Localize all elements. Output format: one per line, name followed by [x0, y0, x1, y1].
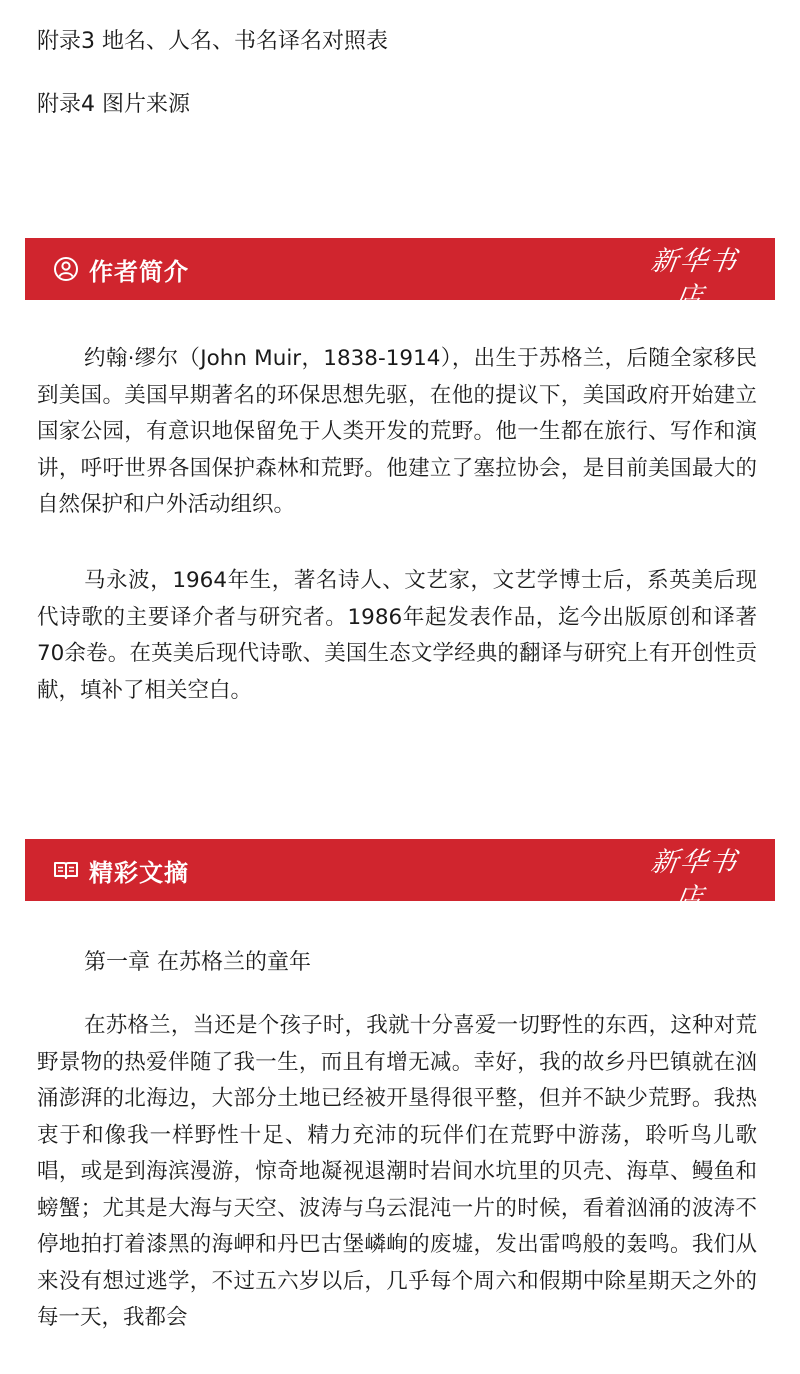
excerpt-paragraph: 在苏格兰，当还是个孩子时，我就十分喜爱一切野性的东西，这种对荒野景物的热爱伴随了我一生，而且有增无减。幸好，我的故乡丹巴镇就在汹涌澎湃的北海边，大部分土地已经被开垦得很平整，但并不缺少荒野。我热衷于和像我一样野性十足、精力充沛的玩伴们在荒野中游荡，聆听鸟儿歌唱，或是到海滨漫游，惊奇地凝视退潮时岩间水坑里的贝壳、海草、鳗鱼和螃蟹；尤其是大海与天空、波涛与乌云混沌一片的时候，看着汹涌的波涛不停地拍打着漆黑的海岬和丹巴古堡嶙峋的废墟，发出雷鸣般的轰鸣。我们从来没有想过逃学，不过五六岁以后，几乎每个周六和假期中除星期天之外的每一天，我都会 — [37, 1013, 757, 1330]
author-section-heading — [53, 238, 189, 300]
author-section-banner — [25, 238, 775, 324]
open-book-icon — [53, 859, 79, 881]
brand-logo-subtext: XINHUA BOOKSTORE — [647, 918, 737, 925]
translator-bio-paragraph: 马永波，1964年生，著名诗人、文艺家，文艺学博士后，系英美后现代诗歌的主要译介者与研究者。1986年起发表作品，迄今出版原创和译著70余卷。在英美后现代诗歌、美国生态文学经典的翻译与研究上有开创性贡献，填补了相关空白。 — [37, 568, 757, 703]
excerpt-section-title: 精彩文摘 — [89, 858, 189, 887]
brand-logo — [637, 244, 747, 324]
chapter-title: 第一章 在苏格兰的童年 — [84, 950, 311, 975]
author-bio-paragraph: 约翰·缪尔（John Muir，1838-1914），出生于苏格兰，后随全家移民到美国。美国早期著名的环保思想先驱，在他的提议下，美国政府开始建立国家公园，有意识地保留免于人类开发的荒野。他一生都在旅行、写作和演讲，呼吁世界各国保护森林和荒野。他建立了塞拉协会，是目前美国最大的自然保护和户外活动组织。 — [37, 346, 757, 517]
brand-logo — [637, 845, 747, 925]
user-circle-icon — [53, 256, 79, 282]
brand-logo-text: 新华书店 — [648, 847, 741, 914]
excerpt-section-heading — [53, 839, 189, 901]
excerpt-section-banner — [25, 839, 775, 925]
author-section-title: 作者简介 — [89, 257, 189, 286]
brand-logo-subtext: XINHUA BOOKSTORE — [647, 317, 737, 324]
appendix-item-4: 附录4 图片来源 — [37, 92, 190, 117]
brand-logo-text: 新华书店 — [648, 246, 741, 313]
appendix-item-3: 附录3 地名、人名、书名译名对照表 — [37, 29, 388, 54]
